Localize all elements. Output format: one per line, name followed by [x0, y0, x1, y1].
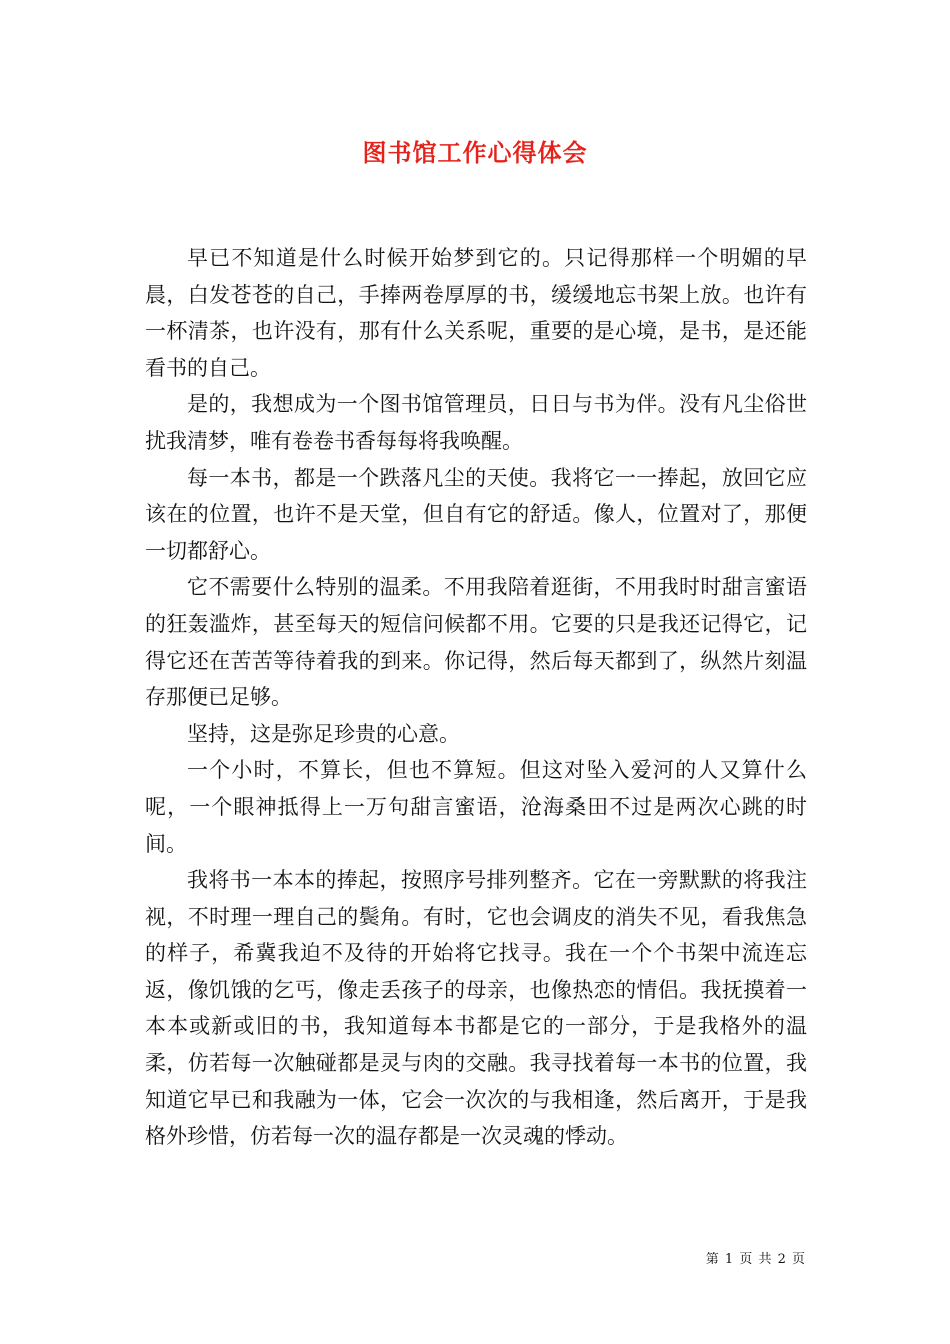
- paragraph: 它不需要什么特别的温柔。不用我陪着逛街，不用我时时甜言蜜语的狂轰滥炸，甚至每天的短信问候都不用。它要的只是我还记得它，记得它还在苦苦等待着我的到来。你记得，然后每天都到了，纵然片刻温存那便已足够。: [145, 575, 807, 710]
- paragraph: 早已不知道是什么时候开始梦到它的。只记得那样一个明媚的早晨，白发苍苍的自己，手捧两卷厚厚的书，缓缓地忘书架上放。也许有一杯清茶，也许没有，那有什么关系呢，重要的是心境，是书，是还能看书的自己。: [145, 246, 807, 380]
- document-title: 图书馆工作心得体会: [362, 138, 588, 167]
- paragraph: 是的，我想成为一个图书馆管理员，日日与书为伴。没有凡尘俗世扰我清梦，唯有卷卷书香每每将我唤醒。: [145, 392, 807, 453]
- page-number-footer: 第 1 页 共 2 页: [705, 1252, 806, 1267]
- paragraph: 一个小时，不算长，但也不算短。但这对坠入爱河的人又算什么呢，一个眼神抵得上一万句甜言蜜语，沧海桑田不过是两次心跳的时间。: [145, 758, 807, 856]
- paragraph: 每一本书，都是一个跌落凡尘的天使。我将它一一捧起，放回它应该在的位置，也许不是天堂，但自有它的舒适。像人，位置对了，那便一切都舒心。: [145, 465, 807, 563]
- document-body: [145, 240, 807, 1155]
- paragraph: 我将书一本本的捧起，按照序号排列整齐。它在一旁默默的将我注视，不时理一理自己的鬓角。有时，它也会调皮的消失不见，看我焦急的样子，希冀我迫不及待的开始将它找寻。我在一个个书架中流连忘返，像饥饿的乞丐，像走丢孩子的母亲，也像热恋的情侣。我抚摸着一本本或新或旧的书，我知道每本书都是它的一部分，于是我格外的温柔，仿若每一次触碰都是灵与肉的交融。我寻找着每一本书的位置，我知道它早已和我融为一体，它会一次次的与我相逢，然后离开，于是我格外珍惜，仿若每一次的温存都是一次灵魂的悸动。: [145, 868, 807, 1149]
- paragraph: 坚持，这是弥足珍贵的心意。: [187, 721, 460, 746]
